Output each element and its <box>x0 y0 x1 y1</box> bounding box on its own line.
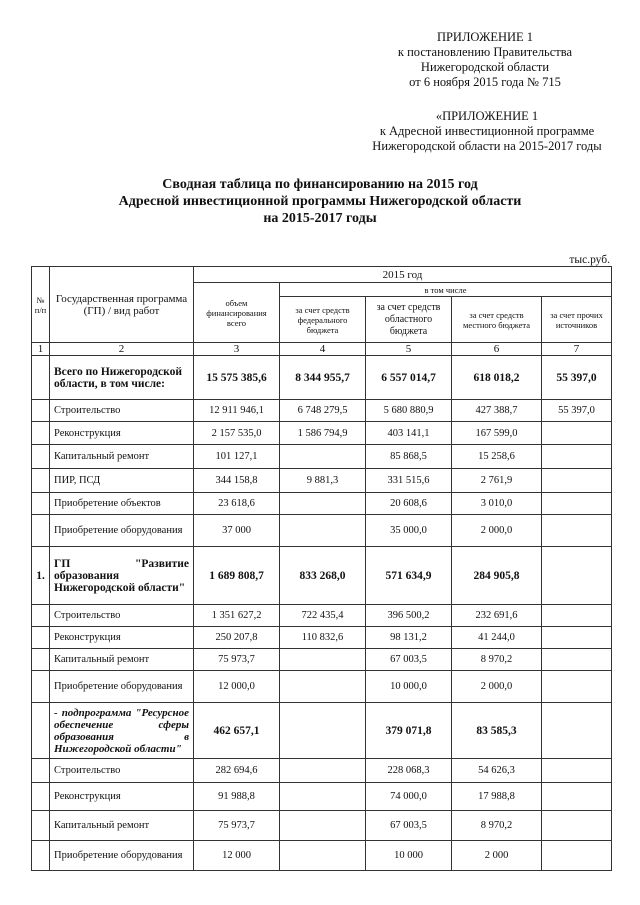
cell-total: 1 351 627,2 <box>194 605 280 627</box>
cell-local: 284 905,8 <box>452 547 542 605</box>
cell-local: 2 000,0 <box>452 515 542 547</box>
cell-regional: 85 868,5 <box>366 445 452 469</box>
cell-regional: 228 068,3 <box>366 759 452 783</box>
cell-regional: 98 131,2 <box>366 627 452 649</box>
row-num <box>32 422 50 445</box>
cell-total: 462 657,1 <box>194 703 280 759</box>
title-line: на 2015-2017 годы <box>263 211 377 226</box>
cell-other <box>542 759 612 783</box>
table-row <box>32 422 612 445</box>
row-num <box>32 356 50 400</box>
cell-other: 55 397,0 <box>542 356 612 400</box>
cell-other <box>542 422 612 445</box>
cell-regional: 67 003,5 <box>366 811 452 841</box>
cell-other <box>542 671 612 703</box>
cell-federal <box>280 811 366 841</box>
row-num <box>32 515 50 547</box>
col-header-program: Государственная программа (ГП) / вид работ <box>50 267 194 343</box>
cell-total: 12 911 946,1 <box>194 400 280 422</box>
cell-federal <box>280 445 366 469</box>
cell-total: 2 157 535,0 <box>194 422 280 445</box>
cell-regional: 379 071,8 <box>366 703 452 759</box>
cell-total: 12 000 <box>194 841 280 871</box>
row-name: Капитальный ремонт <box>50 649 194 671</box>
col-header-other: за счет прочих источников <box>542 297 612 343</box>
cell-total: 282 694,6 <box>194 759 280 783</box>
row-name: Приобретение оборудования <box>50 515 194 547</box>
cell-regional: 403 141,1 <box>366 422 452 445</box>
row-num <box>32 493 50 515</box>
col-header-including: в том числе <box>280 283 612 297</box>
appendix-line: к постановлению Правительства <box>397 45 573 59</box>
cell-federal <box>280 671 366 703</box>
row-name: Капитальный ремонт <box>50 445 194 469</box>
cell-other <box>542 605 612 627</box>
col-header-num: № п/п <box>32 267 50 343</box>
cell-total: 344 158,8 <box>194 469 280 493</box>
cell-total: 37 000 <box>194 515 280 547</box>
cell-federal: 1 586 794,9 <box>280 422 366 445</box>
cell-local: 2 000 <box>452 841 542 871</box>
cell-local: 8 970,2 <box>452 649 542 671</box>
cell-federal <box>280 783 366 811</box>
financing-table <box>31 266 612 871</box>
table-row-subprogram <box>32 703 612 759</box>
cell-local: 8 970,2 <box>452 811 542 841</box>
cell-total: 15 575 385,6 <box>194 356 280 400</box>
table-row <box>32 400 612 422</box>
row-name: Приобретение оборудования <box>50 671 194 703</box>
cell-federal <box>280 649 366 671</box>
cell-regional: 74 000,0 <box>366 783 452 811</box>
cell-federal: 9 881,3 <box>280 469 366 493</box>
cell-other <box>542 493 612 515</box>
row-num <box>32 811 50 841</box>
cell-federal <box>280 493 366 515</box>
table-row <box>32 445 612 469</box>
row-name: Реконструкция <box>50 422 194 445</box>
col-index: 4 <box>280 343 366 356</box>
cell-local: 167 599,0 <box>452 422 542 445</box>
cell-total: 250 207,8 <box>194 627 280 649</box>
program-appendix-line: Нижегородской области на 2015-2017 годы <box>372 139 602 153</box>
table-row <box>32 671 612 703</box>
cell-other <box>542 469 612 493</box>
cell-other <box>542 515 612 547</box>
cell-regional: 5 680 880,9 <box>366 400 452 422</box>
units-label: тыс.руб. <box>569 254 610 266</box>
cell-federal: 8 344 955,7 <box>280 356 366 400</box>
cell-regional: 331 515,6 <box>366 469 452 493</box>
row-name: ГП "Развитие образования Нижегородской области" <box>50 547 194 605</box>
table-row <box>32 811 612 841</box>
cell-federal <box>280 515 366 547</box>
cell-local: 83 585,3 <box>452 703 542 759</box>
col-header-federal: за счет средств федерального бюджета <box>280 297 366 343</box>
cell-regional: 67 003,5 <box>366 649 452 671</box>
cell-federal <box>280 759 366 783</box>
cell-total: 23 618,6 <box>194 493 280 515</box>
row-num <box>32 783 50 811</box>
cell-other <box>542 783 612 811</box>
row-name: Реконструкция <box>50 627 194 649</box>
row-num <box>32 627 50 649</box>
cell-total: 75 973,7 <box>194 811 280 841</box>
appendix-title: ПРИЛОЖЕНИЕ 1 <box>436 30 534 44</box>
col-index: 1 <box>32 343 50 356</box>
table-row <box>32 515 612 547</box>
cell-regional: 396 500,2 <box>366 605 452 627</box>
col-index: 3 <box>194 343 280 356</box>
row-num <box>32 605 50 627</box>
row-name: Всего по Нижегородской области, в том числе: <box>50 356 194 400</box>
row-num <box>32 445 50 469</box>
row-num <box>32 469 50 493</box>
row-name: Приобретение оборудования <box>50 841 194 871</box>
title-line: Адресной инвестиционной программы Нижегородской области <box>118 194 522 209</box>
table-row <box>32 605 612 627</box>
cell-total: 101 127,1 <box>194 445 280 469</box>
col-index: 7 <box>542 343 612 356</box>
col-header-year: 2015 год <box>194 267 612 283</box>
col-header-regional: за счет средств областного бюджета <box>366 297 452 343</box>
table-row-total <box>32 356 612 400</box>
cell-federal <box>280 703 366 759</box>
cell-local: 2 761,9 <box>452 469 542 493</box>
row-num <box>32 841 50 871</box>
cell-regional: 35 000,0 <box>366 515 452 547</box>
cell-local: 54 626,3 <box>452 759 542 783</box>
cell-regional: 6 557 014,7 <box>366 356 452 400</box>
row-name: Строительство <box>50 759 194 783</box>
table-row <box>32 469 612 493</box>
cell-total: 75 973,7 <box>194 649 280 671</box>
row-name: Капитальный ремонт <box>50 811 194 841</box>
table-row <box>32 759 612 783</box>
cell-federal: 110 832,6 <box>280 627 366 649</box>
appendix-date: от 6 ноября 2015 года № 715 <box>409 75 561 89</box>
appendix-line: Нижегородской области <box>420 60 550 74</box>
table-row <box>32 783 612 811</box>
row-num <box>32 703 50 759</box>
row-name: Реконструкция <box>50 783 194 811</box>
col-index: 5 <box>366 343 452 356</box>
col-index: 6 <box>452 343 542 356</box>
row-name: Приобретение объектов <box>50 493 194 515</box>
cell-other <box>542 627 612 649</box>
cell-total: 12 000,0 <box>194 671 280 703</box>
title-line: Сводная таблица по финансированию на 2015 год <box>162 177 478 192</box>
col-header-local: за счет средств местного бюджета <box>452 297 542 343</box>
cell-local: 2 000,0 <box>452 671 542 703</box>
program-appendix-title: «ПРИЛОЖЕНИЕ 1 <box>435 109 539 123</box>
cell-regional: 571 634,9 <box>366 547 452 605</box>
row-name: Строительство <box>50 400 194 422</box>
cell-local: 15 258,6 <box>452 445 542 469</box>
program-appendix-header <box>352 109 622 154</box>
table-row <box>32 493 612 515</box>
row-num <box>32 400 50 422</box>
cell-total: 91 988,8 <box>194 783 280 811</box>
appendix-header <box>360 30 610 90</box>
column-index-row <box>32 343 612 356</box>
row-num <box>32 759 50 783</box>
cell-other <box>542 811 612 841</box>
cell-total: 1 689 808,7 <box>194 547 280 605</box>
cell-local: 17 988,8 <box>452 783 542 811</box>
row-num: 1. <box>32 547 50 605</box>
cell-other <box>542 547 612 605</box>
cell-local: 41 244,0 <box>452 627 542 649</box>
row-num <box>32 671 50 703</box>
cell-regional: 10 000 <box>366 841 452 871</box>
table-row <box>32 649 612 671</box>
document-title <box>30 176 610 227</box>
cell-local: 427 388,7 <box>452 400 542 422</box>
cell-regional: 10 000,0 <box>366 671 452 703</box>
cell-local: 232 691,6 <box>452 605 542 627</box>
row-name: - подпрограмма "Ресурсное обеспечение сферы образования в Нижегородской области" <box>50 703 194 759</box>
program-appendix-line: к Адресной инвестиционной программе <box>379 124 595 138</box>
cell-local: 618 018,2 <box>452 356 542 400</box>
cell-federal: 6 748 279,5 <box>280 400 366 422</box>
cell-federal <box>280 841 366 871</box>
cell-other <box>542 703 612 759</box>
col-header-total: объем финансирования всего <box>194 283 280 343</box>
cell-regional: 20 608,6 <box>366 493 452 515</box>
table-row <box>32 627 612 649</box>
cell-other: 55 397,0 <box>542 400 612 422</box>
cell-other <box>542 649 612 671</box>
cell-other <box>542 841 612 871</box>
col-index: 2 <box>50 343 194 356</box>
row-name: Строительство <box>50 605 194 627</box>
cell-federal: 722 435,4 <box>280 605 366 627</box>
cell-federal: 833 268,0 <box>280 547 366 605</box>
row-num <box>32 649 50 671</box>
cell-other <box>542 445 612 469</box>
table-row <box>32 841 612 871</box>
table-row-program <box>32 547 612 605</box>
row-name: ПИР, ПСД <box>50 469 194 493</box>
cell-local: 3 010,0 <box>452 493 542 515</box>
